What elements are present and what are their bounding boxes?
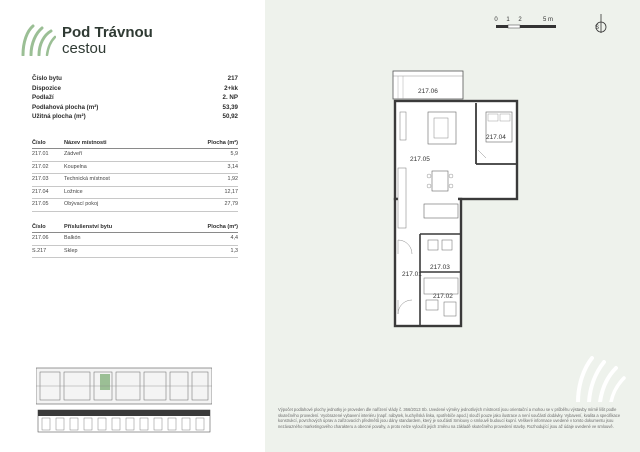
summary-label: Podlahová plocha (m²) xyxy=(32,103,99,111)
rooms-table xyxy=(32,138,238,212)
col-header-area: Plocha (m²) xyxy=(207,224,238,230)
grass-watermark-icon xyxy=(572,352,626,402)
table-row xyxy=(32,199,238,212)
room-area: 1,3 xyxy=(230,247,238,254)
table-header xyxy=(32,138,238,149)
label-217-01: 217.01 xyxy=(402,271,422,278)
room-num: 217.05 xyxy=(32,201,49,208)
scale-label-5: 5 m xyxy=(542,17,554,23)
label-217-05: 217.05 xyxy=(410,156,430,163)
room-num: 217.02 xyxy=(32,163,49,170)
room-area: 5,9 xyxy=(230,151,238,157)
summary-row xyxy=(32,84,238,94)
north-arrow-icon xyxy=(592,12,610,34)
summary-row xyxy=(32,112,238,122)
room-name: Obývací pokoj xyxy=(64,201,99,208)
col-header-num: Číslo xyxy=(32,140,46,146)
summary-row xyxy=(32,93,238,103)
summary-value: 2+kk xyxy=(224,84,238,92)
room-name: Balkón xyxy=(64,235,81,241)
summary-row xyxy=(32,103,238,113)
table-row xyxy=(32,233,238,246)
scale-label-1: 1 xyxy=(506,17,510,23)
room-name: Sklep xyxy=(64,247,78,254)
summary-value: 217 xyxy=(227,75,238,82)
summary-label: Podlaží xyxy=(32,94,54,102)
table-row xyxy=(32,174,238,187)
room-num: 217.04 xyxy=(32,188,49,195)
room-num: 217.06 xyxy=(32,235,49,241)
label-217-03: 217.03 xyxy=(430,264,450,271)
summary-value: 50,92 xyxy=(222,113,238,121)
kitchen-island xyxy=(424,204,458,218)
scale-label-0: 0 xyxy=(494,17,498,23)
room-area: 12,17 xyxy=(224,188,238,195)
label-217-06: 217.06 xyxy=(418,88,438,95)
room-area: 27,79 xyxy=(224,201,238,208)
unit-summary xyxy=(32,74,238,122)
brand-name-line1: Pod Trávnou xyxy=(62,24,153,41)
room-name: Zádveří xyxy=(64,151,83,157)
room-area: 3,14 xyxy=(227,163,238,170)
summary-label: Číslo bytu xyxy=(32,75,62,82)
table-row xyxy=(32,187,238,200)
col-header-name: Příslušenství bytu xyxy=(64,224,113,230)
room-area: 4,4 xyxy=(230,235,238,241)
summary-label: Dispozice xyxy=(32,84,61,92)
col-header-area: Plocha (m²) xyxy=(207,140,238,146)
north-label: S xyxy=(595,25,600,31)
room-name: Ložnice xyxy=(64,188,83,195)
room-num: 217.03 xyxy=(32,176,49,183)
table-header xyxy=(32,222,238,233)
summary-value: 53,39 xyxy=(222,103,238,111)
accessories-table xyxy=(32,222,238,258)
label-217-02: 217.02 xyxy=(433,293,453,300)
label-217-04: 217.04 xyxy=(486,134,506,141)
room-num: S.217 xyxy=(32,247,47,254)
summary-row xyxy=(32,74,238,84)
scale-label-2: 2 xyxy=(518,17,522,23)
room-num: 217.01 xyxy=(32,151,49,157)
table-row xyxy=(32,149,238,162)
summary-value: 2. NP xyxy=(222,94,238,102)
scale-bar xyxy=(492,14,564,36)
info-panel xyxy=(0,0,265,452)
col-header-num: Číslo xyxy=(32,224,46,230)
disclaimer-text: Výpočet podlahové plochy jednotky je proveden dle nařízení vlády č. 366/2013 Sb. Uvedené výměry jednotlivých místností jsou orientační a mohou se v průběhu výstavby mírně lišit podle skutečného provedení. Vyobrazené vybavení interiéru (např. nábytek, kuchyňská linka, spotřebiče apod.) slouží pouze jako ilustrace a není součástí dodávky. Vybavení, kvalita a specifikace konstrukcí, povrchových úprav a zařizovacích předmětů jsou dány standardem, který je součástí Smlouvy o smlouvě budoucí kupní. Veškeré informace uvedené v tomto dokumentu jsou nezávazného marketingového charakteru a obecné povahy, a proto nelze vyloučit jejich změnu na základě skutečného provedení stavby. Rozhodující jsou až údaje uvedené ve smlouvě. xyxy=(278,407,621,429)
room-area: 1,92 xyxy=(227,176,238,183)
room-name: Koupelna xyxy=(64,163,87,170)
building-location-thumbnail xyxy=(36,366,212,438)
table-row xyxy=(32,162,238,175)
col-header-name: Název místnosti xyxy=(64,140,107,146)
room-name: Technická místnost xyxy=(64,176,110,183)
grass-logo-icon xyxy=(20,22,56,56)
table-row xyxy=(32,246,238,259)
summary-label: Užitná plocha (m²) xyxy=(32,113,86,121)
floor-plan xyxy=(390,68,520,330)
brand-name-line2: cestou xyxy=(62,40,107,57)
